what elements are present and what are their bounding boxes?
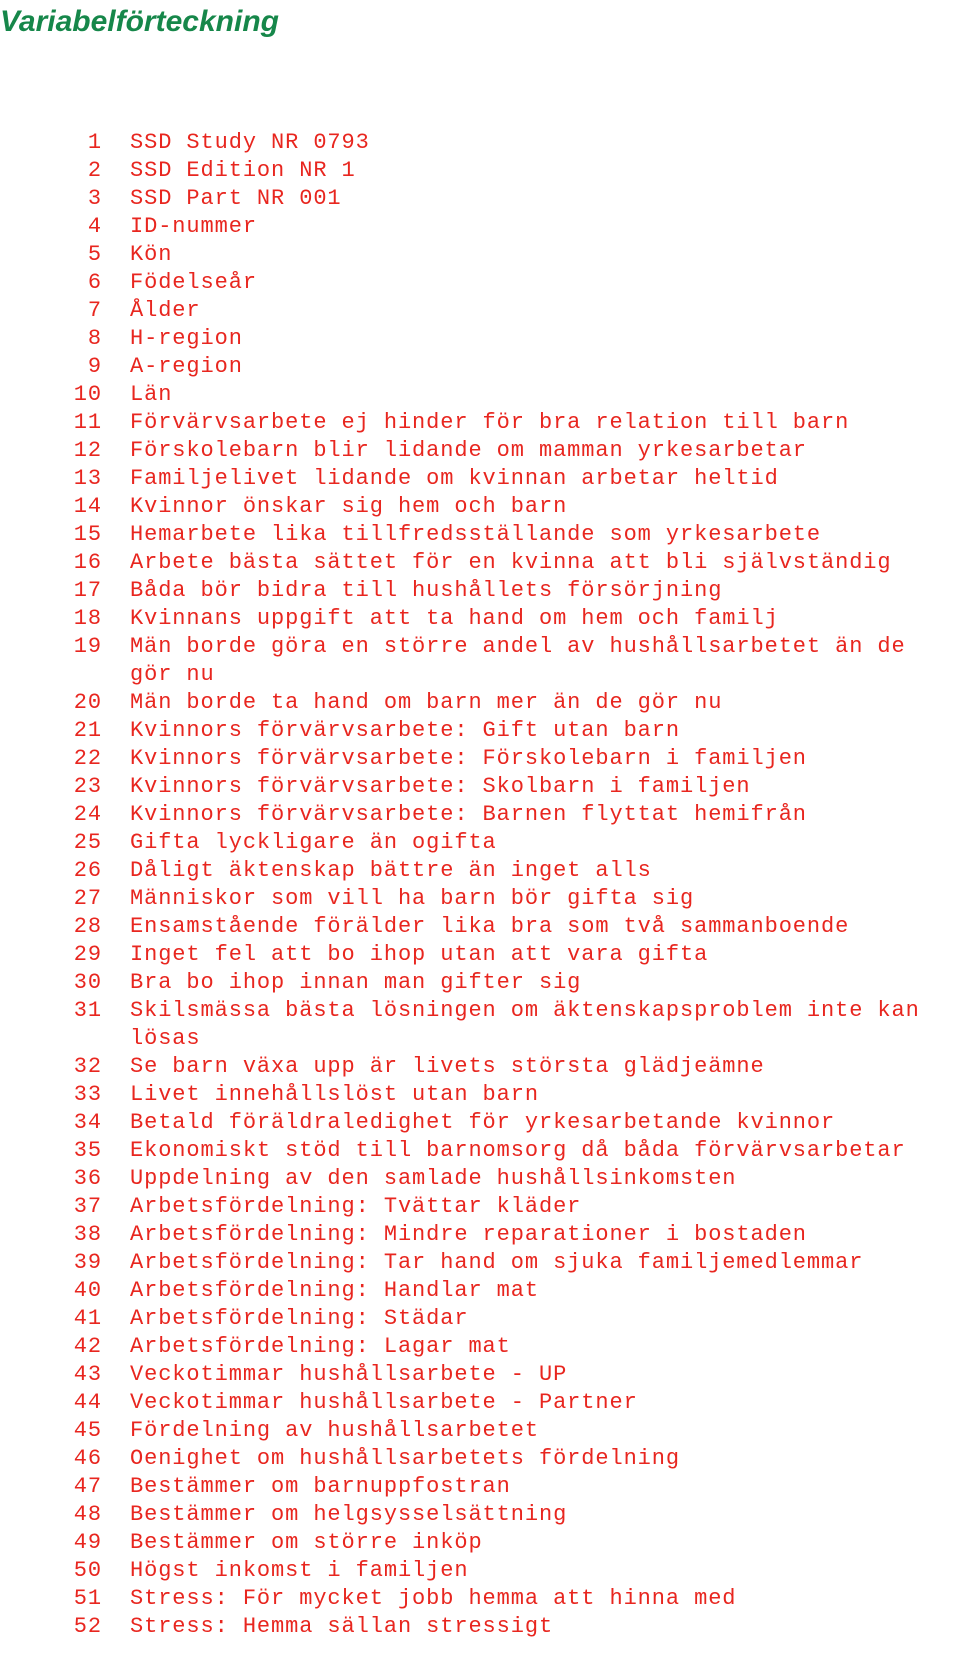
variable-row (0, 577, 960, 605)
variable-number: 22 (73, 746, 102, 771)
variable-row (0, 465, 960, 493)
variable-row (0, 241, 960, 269)
variable-label: Bestämmer om barnuppfostran (130, 1474, 511, 1499)
variable-number: 33 (73, 1082, 102, 1107)
variable-number: 51 (73, 1586, 102, 1611)
variable-number: 7 (87, 298, 102, 323)
variable-label: Livet innehållslöst utan barn (130, 1082, 539, 1107)
variable-label: Stress: För mycket jobb hemma att hinna med (130, 1586, 737, 1611)
variable-row (0, 801, 960, 829)
variable-row (0, 269, 960, 297)
variable-number: 4 (87, 214, 102, 239)
variable-row (0, 1361, 960, 1389)
variable-number: 21 (73, 718, 102, 743)
variable-number: 16 (73, 550, 102, 575)
variable-row (0, 1305, 960, 1333)
variable-row (0, 1613, 960, 1641)
variable-row (0, 1585, 960, 1613)
variable-number: 14 (73, 494, 102, 519)
variable-number: 6 (87, 270, 102, 295)
variable-row (0, 409, 960, 437)
variable-number: 44 (73, 1390, 102, 1415)
variable-number: 9 (87, 354, 102, 379)
variable-number: 47 (73, 1474, 102, 1499)
variable-label: H-region (130, 326, 243, 351)
variable-row (0, 1081, 960, 1109)
variable-number: 28 (73, 914, 102, 939)
variable-row (0, 353, 960, 381)
variable-number: 17 (73, 578, 102, 603)
variable-label: Kön (130, 242, 173, 267)
variable-row (0, 325, 960, 353)
variable-row (0, 185, 960, 213)
variable-label: Kvinnors förvärvsarbete: Förskolebarn i familjen (130, 746, 807, 771)
variable-number: 1 (87, 130, 102, 155)
variable-label: Kvinnors förvärvsarbete: Skolbarn i familjen (130, 774, 751, 799)
variable-number: 42 (73, 1334, 102, 1359)
variable-number: 32 (73, 1054, 102, 1079)
variable-label: Arbetsfördelning: Lagar mat (130, 1334, 511, 1359)
variable-label: Bestämmer om större inköp (130, 1530, 483, 1555)
variable-label: A-region (130, 354, 243, 379)
variable-label: Arbete bästa sättet för en kvinna att bli självständig (130, 550, 892, 575)
variable-row (0, 997, 960, 1053)
variable-label: Ålder (130, 298, 201, 323)
variable-row (0, 1193, 960, 1221)
variable-label: Stress: Hemma sällan stressigt (130, 1614, 554, 1639)
variable-label: Gifta lyckligare än ogifta (130, 830, 497, 855)
variable-row (0, 1557, 960, 1585)
variable-row (0, 157, 960, 185)
variable-number: 43 (73, 1362, 102, 1387)
variable-number: 34 (73, 1110, 102, 1135)
variable-label: Ekonomiskt stöd till barnomsorg då båda förvärvsarbetar (130, 1138, 906, 1163)
variable-label: SSD Edition NR 1 (130, 158, 356, 183)
variable-row (0, 213, 960, 241)
variable-label: Inget fel att bo ihop utan att vara gifta (130, 942, 709, 967)
variable-label: Veckotimmar hushållsarbete - UP (130, 1362, 568, 1387)
variable-row (0, 1249, 960, 1277)
variable-row (0, 1277, 960, 1305)
variable-row (0, 1417, 960, 1445)
variable-row (0, 521, 960, 549)
variable-label: Arbetsfördelning: Städar (130, 1306, 469, 1331)
variable-row (0, 633, 960, 689)
variable-label: Fördelning av hushållsarbetet (130, 1418, 539, 1443)
variable-label: Ensamstående förälder lika bra som två sammanboende (130, 914, 850, 939)
variable-label: Oenighet om hushållsarbetets fördelning (130, 1446, 680, 1471)
variable-row (0, 1053, 960, 1081)
variable-number: 19 (73, 634, 102, 659)
variable-row (0, 1389, 960, 1417)
variable-label: Uppdelning av den samlade hushållsinkomsten (130, 1166, 737, 1191)
variable-label: Förskolebarn blir lidande om mamman yrkesarbetar (130, 438, 807, 463)
variable-row (0, 437, 960, 465)
variable-row (0, 1445, 960, 1473)
variable-row (0, 297, 960, 325)
variable-label: Kvinnor önskar sig hem och barn (130, 494, 568, 519)
variable-row (0, 941, 960, 969)
variable-label: ID-nummer (130, 214, 257, 239)
variable-row (0, 969, 960, 997)
variable-label: Kvinnans uppgift att ta hand om hem och familj (130, 606, 779, 631)
variable-row (0, 689, 960, 717)
variable-number: 13 (73, 466, 102, 491)
variable-label: Familjelivet lidande om kvinnan arbetar heltid (130, 466, 779, 491)
variable-number: 41 (73, 1306, 102, 1331)
variable-row (0, 745, 960, 773)
variable-row (0, 1529, 960, 1557)
variable-number: 18 (73, 606, 102, 631)
variable-label: Arbetsfördelning: Tvättar kläder (130, 1194, 582, 1219)
variable-label: Se barn växa upp är livets största glädjeämne (130, 1054, 765, 1079)
variable-number: 24 (73, 802, 102, 827)
variable-number: 12 (73, 438, 102, 463)
variable-number: 11 (73, 410, 102, 435)
variable-label: Hemarbete lika tillfredsställande som yrkesarbete (130, 522, 822, 547)
variable-label: Dåligt äktenskap bättre än inget alls (130, 858, 652, 883)
variable-number: 29 (73, 942, 102, 967)
variable-row (0, 1165, 960, 1193)
variable-number: 15 (73, 522, 102, 547)
variable-number: 26 (73, 858, 102, 883)
variable-label: SSD Study NR 0793 (130, 130, 370, 155)
variable-label: Veckotimmar hushållsarbete - Partner (130, 1390, 638, 1415)
variable-number: 23 (73, 774, 102, 799)
variable-label: Kvinnors förvärvsarbete: Barnen flyttat hemifrån (130, 802, 807, 827)
variable-number: 50 (73, 1558, 102, 1583)
variable-number: 25 (73, 830, 102, 855)
variable-label: SSD Part NR 001 (130, 186, 342, 211)
variable-label: Kvinnors förvärvsarbete: Gift utan barn (130, 718, 680, 743)
variable-label: Län (130, 382, 173, 407)
variable-number: 2 (87, 158, 102, 183)
variable-number: 31 (73, 998, 102, 1023)
variable-number: 27 (73, 886, 102, 911)
variable-label: Skilsmässa bästa lösningen om äktenskapsproblem inte kan lösas (130, 998, 920, 1051)
variable-row (0, 885, 960, 913)
variable-label: Arbetsfördelning: Tar hand om sjuka familjemedlemmar (130, 1250, 864, 1275)
variable-number: 37 (73, 1194, 102, 1219)
variable-list (0, 129, 960, 1641)
variable-row (0, 605, 960, 633)
variable-label: Betald föräldraledighet för yrkesarbetande kvinnor (130, 1110, 836, 1135)
variable-row (0, 913, 960, 941)
variable-row (0, 1333, 960, 1361)
variable-label: Bra bo ihop innan man gifter sig (130, 970, 582, 995)
variable-label: Högst inkomst i familjen (130, 1558, 469, 1583)
variable-number: 36 (73, 1166, 102, 1191)
variable-label: Förvärvsarbete ej hinder för bra relation till barn (130, 410, 850, 435)
variable-number: 38 (73, 1222, 102, 1247)
variable-row (0, 717, 960, 745)
variable-number: 52 (73, 1614, 102, 1639)
variable-label: Bestämmer om helgsysselsättning (130, 1502, 568, 1527)
variable-label: Födelseår (130, 270, 257, 295)
variable-number: 20 (73, 690, 102, 715)
variable-row (0, 129, 960, 157)
variable-label: Människor som vill ha barn bör gifta sig (130, 886, 695, 911)
variable-row (0, 1501, 960, 1529)
variable-row (0, 1221, 960, 1249)
variable-number: 5 (87, 242, 102, 267)
variable-number: 48 (73, 1502, 102, 1527)
variable-number: 10 (73, 382, 102, 407)
variable-number: 30 (73, 970, 102, 995)
variable-number: 3 (87, 186, 102, 211)
page-title: Variabelförteckning (0, 5, 279, 38)
variable-number: 39 (73, 1250, 102, 1275)
variable-label: Arbetsfördelning: Mindre reparationer i bostaden (130, 1222, 807, 1247)
variable-label: Män borde göra en större andel av hushållsarbetet än de gör nu (130, 634, 906, 687)
variable-row (0, 773, 960, 801)
variable-label: Båda bör bidra till hushållets försörjning (130, 578, 723, 603)
variable-number: 40 (73, 1278, 102, 1303)
variable-number: 49 (73, 1530, 102, 1555)
variable-row (0, 381, 960, 409)
variable-row (0, 1137, 960, 1165)
variable-row (0, 829, 960, 857)
variable-number: 46 (73, 1446, 102, 1471)
variable-row (0, 1109, 960, 1137)
variable-row (0, 857, 960, 885)
variable-number: 8 (87, 326, 102, 351)
variable-label: Arbetsfördelning: Handlar mat (130, 1278, 539, 1303)
variable-number: 35 (73, 1138, 102, 1163)
variable-label: Män borde ta hand om barn mer än de gör nu (130, 690, 723, 715)
variable-row (0, 549, 960, 577)
variable-row (0, 1473, 960, 1501)
variable-row (0, 493, 960, 521)
variable-number: 45 (73, 1418, 102, 1443)
